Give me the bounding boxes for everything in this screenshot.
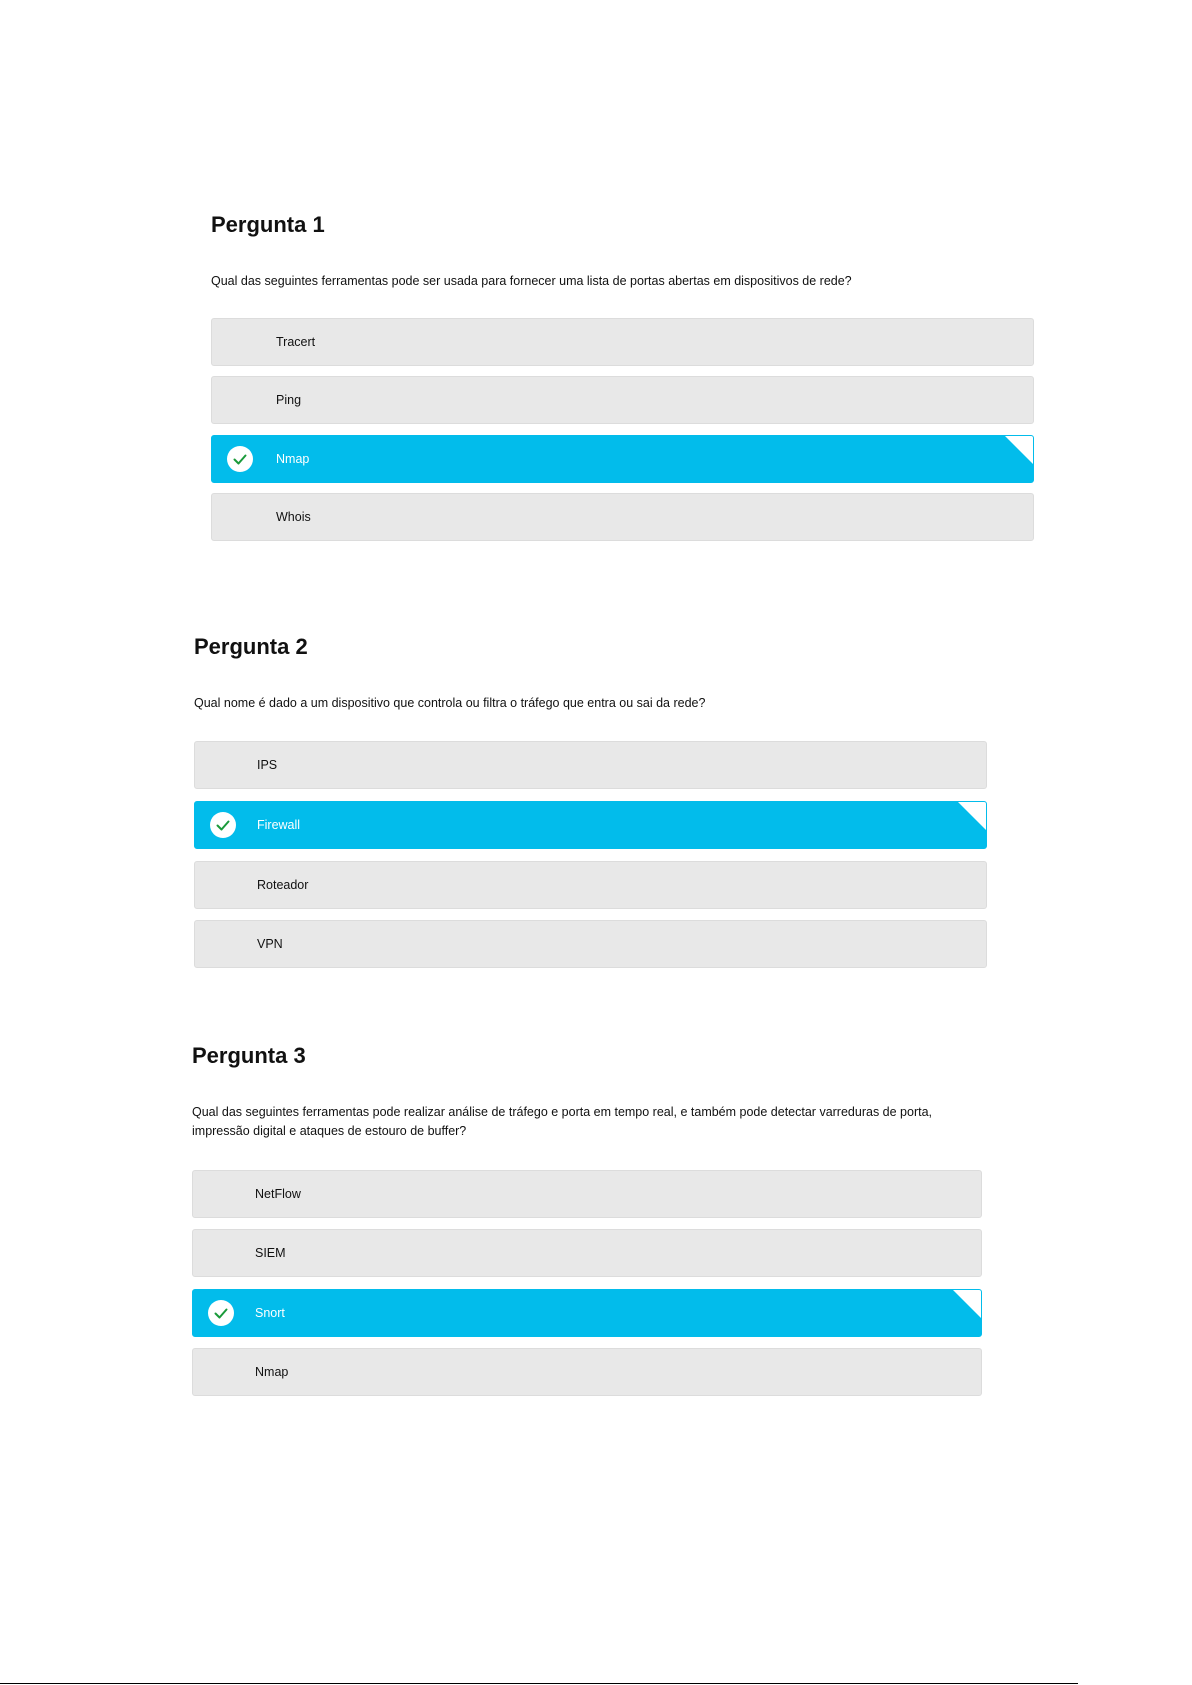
answer-option[interactable] [194,741,987,789]
question-text-line: Qual das seguintes ferramentas pode realizar análise de tráfego e porta em tempo real, e também pode detectar varreduras de porta, [192,1105,933,1119]
answer-option-label: NetFlow [255,1187,301,1201]
check-circle-icon [227,446,253,472]
answer-option-label: Firewall [257,818,301,832]
answer-option-label: Snort [255,1306,285,1320]
corner-flag-icon [1004,435,1034,465]
corner-flag-icon [952,1289,982,1319]
question-3 [192,1043,982,1403]
question-1 [211,212,1034,552]
answer-option-label: Tracert [276,335,316,349]
answer-option[interactable] [192,1170,982,1218]
answer-option-selected[interactable] [211,435,1034,483]
answer-option[interactable] [211,376,1034,424]
answer-option[interactable] [194,920,987,968]
answer-option[interactable] [192,1348,982,1396]
answer-option[interactable] [211,493,1034,541]
answer-option-label: Nmap [255,1365,289,1379]
question-text [192,1103,932,1141]
question-title: Pergunta 1 [211,212,325,237]
answer-option-selected[interactable] [194,801,987,849]
check-circle-icon [210,812,236,838]
corner-flag-icon [957,801,987,831]
answer-option[interactable] [211,318,1034,366]
question-title: Pergunta 3 [192,1043,306,1068]
answer-option-selected[interactable] [192,1289,982,1337]
question-2 [194,634,987,974]
answer-option-label: VPN [257,937,283,951]
answer-option-label: Roteador [257,878,309,892]
answer-option[interactable] [194,861,987,909]
check-circle-icon [208,1300,234,1326]
answer-option-label: Whois [276,510,311,524]
answer-option-label: Nmap [276,452,310,466]
question-text-line: impressão digital e ataques de estouro de buffer? [192,1124,467,1138]
question-title: Pergunta 2 [194,634,308,659]
answer-option-label: Ping [276,393,302,407]
answer-option-label: SIEM [255,1246,286,1260]
question-text: Qual das seguintes ferramentas pode ser usada para fornecer uma lista de portas abertas em dispositivos de rede? [211,274,852,288]
answer-option-label: IPS [257,758,278,772]
answer-option[interactable] [192,1229,982,1277]
question-text: Qual nome é dado a um dispositivo que controla ou filtra o tráfego que entra ou sai da rede? [194,696,706,710]
page-bottom-rule [0,1683,1078,1684]
